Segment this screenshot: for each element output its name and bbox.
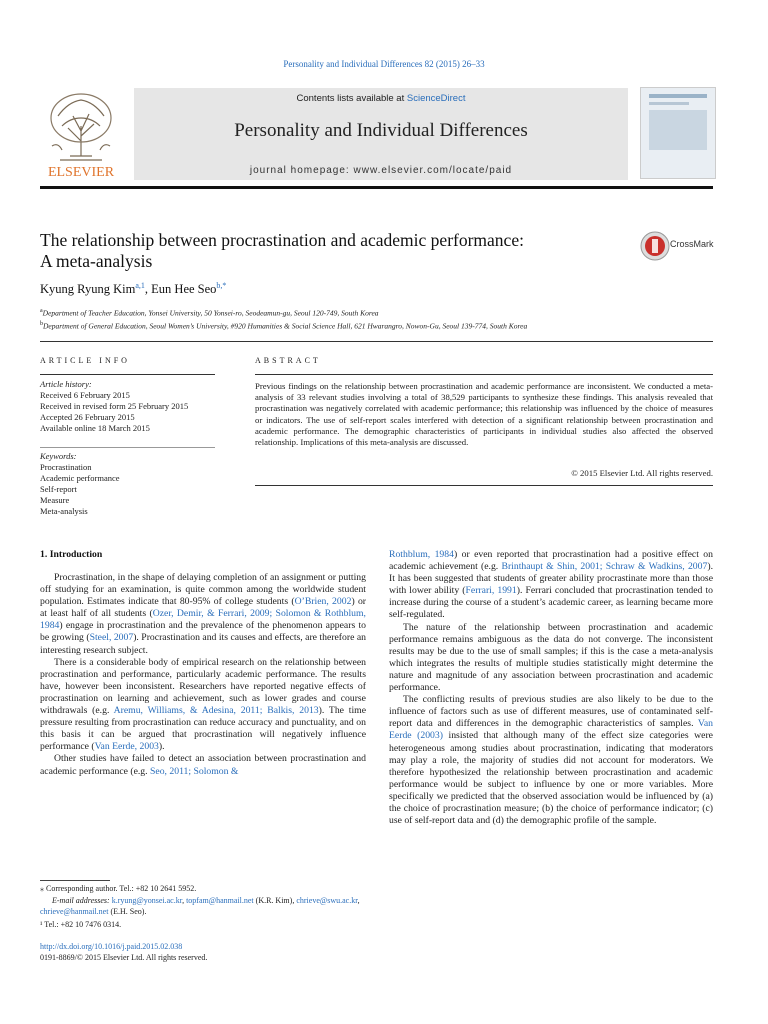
paragraph: The nature of the relationship between procrastination and academic performance remains ambiguous as the data do not converge. The inconsistent results may be due to the use of small samples; if this is the case a meta-analysis which integrates the results of multiple studies statistically might determine the nature and magnitude of any association between procrastination and academic performance. bbox=[389, 621, 713, 694]
footnote-tel: ¹ Tel.: +82 10 7476 0314. bbox=[40, 920, 122, 929]
info-separator bbox=[40, 447, 215, 448]
footnote-rule bbox=[40, 880, 110, 881]
paragraph: The conflicting results of previous studies are also likely to be due to the influence of factors such as use of different measures, use of contaminated self-report data and differences in the demographic characteristics of samples. Van Eerde (2003) insisted that although many of the effect size categories were heterogeneous among studies about procrastination, indicating that moderators may play a role, the majority of studies did not account for moderators. We therefore hypothesized the relationship between procrastination and academic performance would be subject to influence by one or more variables. More specifically we predicted that the observed association would be influenced by (a) the choice of procrastination measure; (b) the choice of performance indicator; (c) use of self-report data and (d) the demographic profile of the sample. bbox=[389, 694, 713, 827]
affiliation-marker[interactable]: a,1 bbox=[135, 281, 145, 290]
citation-link[interactable]: O’Brien, 2002 bbox=[294, 596, 352, 608]
footnote-emails: E-mail addresses: k.ryung@yonsei.ac.kr, topfam@hanmail.net (K.R. Kim), chrieve@swu.ac.kr, chrieve@hanmail.net (E.H. Seo). bbox=[40, 896, 360, 916]
citation-link[interactable]: Van Eerde, 2003 bbox=[94, 741, 159, 753]
email-link[interactable]: chrieve@swu.ac.kr bbox=[296, 896, 358, 905]
issn-copyright: 0191-8869/© 2015 Elsevier Ltd. All rights reserved. bbox=[40, 953, 208, 962]
footnote-corresponding: ⁎ Corresponding author. Tel.: +82 10 2641 5952. bbox=[40, 884, 197, 893]
journal-title: Personality and Individual Differences bbox=[234, 120, 528, 141]
affil-divider bbox=[40, 341, 713, 342]
sciencedirect-link[interactable]: ScienceDirect bbox=[406, 93, 466, 104]
affiliation-marker[interactable]: b,* bbox=[216, 281, 227, 290]
keyword: Procrastination bbox=[40, 462, 92, 472]
crossmark-icon bbox=[640, 231, 670, 261]
paragraph: Rothblum, 1984) or even reported that procrastination had a positive effect on academic achievement (e.g. Brinthaupt & Shin, 2001; Schraw & Wadkins, 2007). It has been suggested that students of greater ability procrastinate more than those with lower ability (Ferrari, 1991). Ferrari concluded that procrastination tended to increase during the course of a student’s academic career, as learning became more self-regulated. bbox=[389, 549, 713, 621]
doi-link[interactable]: http://dx.doi.org/10.1016/j.paid.2015.02.038 bbox=[40, 942, 183, 951]
journal-citation[interactable]: Personality and Individual Differences 82 (2015) 26–33 bbox=[283, 59, 485, 69]
citation-link[interactable]: Brinthaupt & Shin, 2001; Schraw & Wadkins, 2007 bbox=[501, 561, 708, 573]
article-title: The relationship between procrastination and academic performance: A meta-analysis bbox=[40, 230, 524, 271]
citation-link[interactable]: Seo, 2011; Solomon & bbox=[150, 765, 239, 777]
homepage-url[interactable]: www.elsevier.com/locate/paid bbox=[353, 165, 513, 176]
info-rule bbox=[40, 374, 215, 375]
abstract-copyright: © 2015 Elsevier Ltd. All rights reserved. bbox=[571, 468, 713, 478]
abstract-rule bbox=[255, 374, 713, 375]
abstract-heading: ABSTRACT bbox=[255, 356, 321, 365]
email-link[interactable]: topfam@hanmail.net bbox=[186, 896, 254, 905]
citation-link[interactable]: Van Eerde (2003) bbox=[389, 718, 713, 742]
keyword: Academic performance bbox=[40, 473, 120, 483]
section-heading: 1. Introduction bbox=[40, 549, 103, 560]
header-divider bbox=[40, 186, 713, 189]
abstract-bottom-rule bbox=[255, 485, 713, 486]
paragraph: Other studies have failed to detect an association between procrastination and academic performance (e.g. Seo, 2011; Solomon & bbox=[40, 753, 366, 777]
author-name: , Eun Hee Seo bbox=[144, 282, 217, 297]
article-history: Article history: Received 6 February 2015 Received in revised form 25 February 2015 Accepted 26 February 2015 Available online 18 March 2015 bbox=[40, 379, 189, 433]
citation-link[interactable]: Aremu, Williams, & Adesina, 2011; Balkis, 2013 bbox=[113, 705, 319, 717]
email-link[interactable]: k.ryung@yonsei.ac.kr bbox=[111, 896, 183, 905]
affiliations: $^a$Department of Teacher Education, Yonsei University, 50 Yonsei-ro, Seodeamun-gu, Seoul 120-749, South Korea $^b$Department of General Education, Seoul Women’s University, #920 Humanities & Social Science Hall, 621 Hwarangro, Nowon-Gu, Seoul 139-774, South Korea bbox=[40, 308, 528, 330]
citation-link[interactable]: Steel, 2007 bbox=[89, 632, 134, 644]
paragraph: Procrastination, in the shape of delaying completion of an assignment or putting off studying for an examination, is quite common among the worldwide student population. Estimates indicate that 80-95% of college students (O’Brien, 2002) or at least half of all students (Ozer, Demir, & Ferrari, 2009; Solomon & Rothblum, 1984) engage in procrastination and the prevalence of the phenomenon appears to be growing (Steel, 2007). Procrastination and its causes and effects, are therefore an interesting research subject. bbox=[40, 572, 367, 656]
keyword: Self-report bbox=[40, 484, 77, 494]
citation-link[interactable]: Ferrari, 1991 bbox=[465, 585, 517, 597]
keywords: Keywords: Procrastination Academic performance Self-report Measure Meta-analysis bbox=[40, 451, 215, 517]
author-name: Kyung Ryung Kim bbox=[40, 282, 136, 297]
body-column-right bbox=[389, 549, 713, 827]
keyword: Measure bbox=[40, 495, 70, 505]
journal-cover-thumbnail[interactable] bbox=[640, 87, 716, 179]
author-list bbox=[40, 281, 226, 297]
citation-link[interactable]: Rothblum, 1984 bbox=[389, 549, 454, 560]
email-link[interactable]: chrieve@hanmail.net bbox=[40, 906, 109, 916]
paragraph: There is a considerable body of empirical research on the relationship between procrastination and performance, particularly academic performance. The results have, however been inconsistent. Researchers have reported negative effects of procrastination on learning and achievement, such as lower grades and course withdrawals (e.g. Aremu, Williams, & Adesina, 2011; Balkis, 2013). The time pressure resulting from procrastination can reduce accuracy and punctuality, and on this basis it can be argued that procrastination will negatively influence performance (Van Eerde, 2003). bbox=[40, 656, 367, 753]
crossmark-badge[interactable] bbox=[640, 231, 720, 261]
publisher-name: ELSEVIER bbox=[47, 165, 115, 180]
elsevier-tree-logo bbox=[40, 86, 122, 182]
keyword: Meta-analysis bbox=[40, 506, 88, 516]
citation-link[interactable]: Ozer, Demir, & Ferrari, 2009; Solomon & Rothblum, 1984 bbox=[40, 608, 366, 632]
article-info-heading: ARTICLE INFO bbox=[40, 356, 130, 365]
crossmark-label: CrossMark bbox=[670, 239, 714, 249]
body-column-left bbox=[40, 572, 366, 778]
contents-line: Contents lists available at ScienceDirect bbox=[296, 93, 466, 104]
abstract-text: Previous findings on the relationship between procrastination and academic performance are inconsistent. We conducted a meta-analysis of 33 relevant studies involving a total of 38,529 participants to synthesize these findings. This analysis revealed that procrastination was negatively correlated with academic performance; this relationship was influenced by the choice of measures or indicators. The use of self-report scales interfered with detection of a significant relationship between procrastination and academic performance. The demographic characteristics of participants in individual studies also affected the observed relationship. Implications of this meta-analysis are discussed. bbox=[255, 381, 713, 448]
journal-homepage: journal homepage: www.elsevier.com/locate/paid bbox=[249, 165, 513, 176]
